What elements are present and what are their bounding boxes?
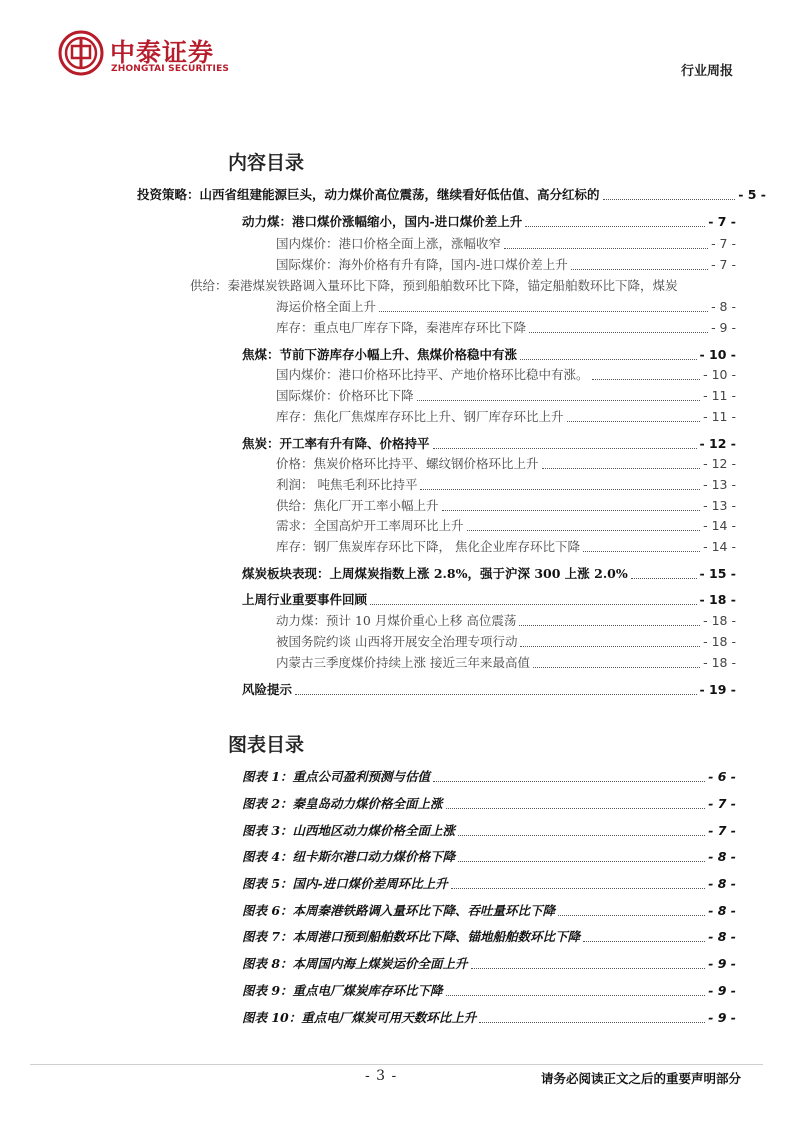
toc-entry[interactable] — [276, 477, 736, 493]
leader-dots — [433, 448, 697, 449]
figure-entry-text: 图表 2：秦皇岛动力煤价格全面上涨 — [242, 796, 443, 811]
leader-dots — [471, 968, 706, 969]
toc-entry-text: 利润： 吨焦毛利环比持平 — [276, 477, 418, 492]
leader-dots — [467, 530, 701, 531]
figure-entry[interactable] — [242, 903, 736, 919]
leader-dots — [603, 199, 736, 200]
figure-entry[interactable] — [242, 769, 736, 785]
toc-entry-text: 被国务院约谈 山西将开展安全治理专项行动 — [276, 634, 518, 649]
leader-dots — [442, 510, 701, 511]
toc-entry-text: 焦炭：开工率有升有降、价格持平 — [242, 436, 430, 451]
toc-entry-text-line2: 海运价格全面上升 — [276, 299, 377, 314]
page-number: - 3 - — [365, 1068, 398, 1084]
figure-entry-text: 图表 7：本周港口预到船舶数环比下降、锚地船舶数环比下降 — [242, 929, 581, 944]
footer-divider — [30, 1064, 763, 1065]
figure-entry[interactable] — [242, 929, 736, 945]
toc-entry-page: - 14 - — [703, 518, 736, 533]
figure-entry-page: - 8 - — [708, 876, 736, 891]
leader-dots — [631, 578, 697, 579]
toc-entry[interactable] — [242, 214, 736, 230]
figure-entry-text: 图表 1：重点公司盈利预测与估值 — [242, 769, 431, 784]
brand-name-cn: 中泰证券 — [110, 38, 215, 67]
toc-entry-page: - 7 - — [708, 214, 736, 229]
toc-entry[interactable] — [137, 187, 766, 203]
toc-entry[interactable] — [276, 367, 736, 383]
toc-entry-text: 供给：焦化厂开工率小幅上升 — [276, 498, 439, 513]
leader-dots — [446, 808, 706, 809]
leader-dots — [458, 861, 705, 862]
figure-entry[interactable] — [242, 823, 736, 839]
toc-entry[interactable] — [242, 566, 736, 582]
figure-entry-page: - 9 - — [708, 1010, 736, 1025]
figure-entry-page: - 8 - — [708, 849, 736, 864]
figure-entry[interactable] — [242, 796, 736, 812]
toc-entry[interactable] — [276, 518, 736, 534]
toc-entry[interactable] — [276, 257, 736, 273]
toc-entry-page: - 18 - — [699, 592, 736, 607]
leader-dots — [446, 995, 706, 996]
toc-entry-page: - 18 - — [703, 613, 736, 628]
figure-entry-page: - 8 - — [708, 929, 736, 944]
leader-dots — [519, 625, 700, 626]
figure-entry-page: - 7 - — [708, 796, 736, 811]
toc-entry[interactable] — [242, 347, 736, 363]
leader-dots — [558, 915, 705, 916]
toc-entry[interactable] — [276, 299, 736, 315]
disclaimer-note: 请务必阅读正文之后的重要声明部分 — [540, 1071, 741, 1086]
leader-dots — [479, 1022, 705, 1023]
leader-dots — [295, 694, 697, 695]
leader-dots — [420, 489, 700, 490]
figure-entry[interactable] — [242, 849, 736, 865]
toc-entry[interactable] — [276, 498, 736, 514]
leader-dots — [433, 781, 705, 782]
toc-entry-text: 需求：全国高炉开工率周环比上升 — [276, 518, 464, 533]
leader-dots — [533, 667, 700, 668]
figure-entry-page: - 7 - — [708, 823, 736, 838]
toc-entry-page: - 5 - — [738, 187, 766, 202]
toc-entry-page: - 10 - — [703, 367, 736, 382]
figure-entry-page: - 9 - — [708, 956, 736, 971]
toc-entry-page: - 9 - — [711, 320, 736, 335]
figure-entry-text: 图表 10：重点电厂煤炭可用天数环比上升 — [242, 1010, 477, 1025]
toc-title: 内容目录 — [228, 152, 305, 174]
toc-entry-text: 国际煤价：海外价格有升有降，国内-进口煤价差上升 — [276, 257, 568, 272]
toc-entry-text: 上周行业重要事件回顾 — [242, 592, 368, 607]
brand-name-en: ZHONGTAI SECURITIES — [111, 64, 230, 74]
toc-entry[interactable] — [276, 613, 736, 629]
figure-entry-text: 图表 6：本周秦港铁路调入量环比下降、吞吐量环比下降 — [242, 903, 556, 918]
toc-entry[interactable] — [276, 320, 736, 336]
figure-entry-text: 图表 3：山西地区动力煤价格全面上涨 — [242, 823, 456, 838]
leader-dots — [451, 888, 705, 889]
toc-entry[interactable] — [276, 655, 736, 671]
toc-entry-text: 库存：钢厂焦炭库存环比下降， 焦化企业库存环比下降 — [276, 539, 580, 554]
figure-entry[interactable] — [242, 983, 736, 999]
toc-entry-page: - 11 - — [703, 409, 736, 424]
figure-entry-page: - 6 - — [708, 769, 736, 784]
toc-entry-text: 国内煤价：港口价格环比持平、产地价格环比稳中有涨。 — [276, 367, 589, 382]
toc-entry-text: 国内煤价：港口价格全面上涨，涨幅收窄 — [276, 236, 502, 251]
toc-entry[interactable] — [276, 409, 736, 425]
toc-entry[interactable] — [276, 539, 736, 555]
leader-dots — [379, 311, 708, 312]
toc-entry-page: - 15 - — [699, 566, 736, 581]
toc-entry-text: 国际煤价：价格环比下降 — [276, 388, 414, 403]
leader-dots — [525, 226, 705, 227]
toc-entry-page: - 12 - — [703, 456, 736, 471]
figure-entry-text: 图表 9：重点电厂煤炭库存环比下降 — [242, 983, 443, 998]
figure-entry[interactable] — [242, 1010, 736, 1026]
toc-entry-text: 价格：焦炭价格环比持平、螺纹钢价格环比上升 — [276, 456, 539, 471]
toc-entry-page: - 12 - — [699, 436, 736, 451]
toc-entry[interactable] — [242, 436, 736, 452]
toc-entry-page: - 14 - — [703, 539, 736, 554]
leader-dots — [571, 269, 708, 270]
toc-entry-text: 焦煤：节前下游库存小幅上升、焦煤价格稳中有涨 — [242, 347, 518, 362]
toc-entry-text: 煤炭板块表现：上周煤炭指数上涨 2.8%，强于沪深 300 上涨 2.0% — [242, 566, 628, 581]
toc-entry[interactable] — [276, 456, 736, 472]
toc-entry-text: 动力煤：预计 10 月煤价重心上移 高位震荡 — [276, 613, 517, 628]
leader-dots — [583, 551, 700, 552]
toc-entry-page: - 13 - — [703, 477, 736, 492]
toc-entry-text: 风险提示 — [242, 682, 293, 697]
zhongtai-logo-icon — [58, 30, 104, 76]
toc-entry-text: 库存：重点电厂库存下降，秦港库存环比下降 — [276, 320, 527, 335]
toc-entry-page: - 10 - — [699, 347, 736, 362]
figure-entry-page: - 9 - — [708, 983, 736, 998]
page-header — [0, 0, 793, 110]
leader-dots — [542, 468, 701, 469]
toc-entry-page: - 18 - — [703, 655, 736, 670]
leader-dots — [417, 400, 701, 401]
toc-entry-page: - 11 - — [703, 388, 736, 403]
toc-entry-text: 投资策略：山西省组建能源巨头，动力煤价高位震荡，继续看好低估值、高分红标的 — [137, 187, 600, 202]
figure-entry[interactable] — [242, 956, 736, 972]
leader-dots — [529, 332, 708, 333]
leader-dots — [520, 646, 700, 647]
toc-entry-text-line1[interactable]: 供给：秦港煤炭铁路调入量环比下降，预到船舶数环比下降，锚定船舶数环比下降，煤炭 — [190, 278, 678, 293]
leader-dots — [592, 379, 701, 380]
report-type: 行业周报 — [680, 64, 733, 79]
figure-entry[interactable] — [242, 876, 736, 892]
leader-dots — [370, 604, 697, 605]
figure-entry-text: 图表 4：纽卡斯尔港口动力煤价格下降 — [242, 849, 456, 864]
toc-entry[interactable] — [276, 388, 736, 404]
figure-entry-page: - 8 - — [708, 903, 736, 918]
toc-entry[interactable] — [242, 682, 736, 698]
figures-title: 图表目录 — [228, 734, 305, 756]
toc-entry-page: - 18 - — [703, 634, 736, 649]
toc-entry-page: - 19 - — [699, 682, 736, 697]
toc-entry-text: 动力煤：港口煤价涨幅缩小，国内-进口煤价差上升 — [242, 214, 523, 229]
toc-entry-text: 库存：焦化厂焦煤库存环比上升、钢厂库存环比上升 — [276, 409, 564, 424]
toc-entry[interactable] — [242, 592, 736, 608]
leader-dots — [567, 421, 701, 422]
toc-entry-page: - 7 - — [711, 236, 736, 251]
toc-entry-page: - 8 - — [711, 299, 736, 314]
leader-dots — [520, 359, 697, 360]
toc-entry[interactable] — [276, 236, 736, 252]
leader-dots — [504, 248, 708, 249]
figure-entry-text: 图表 8：本周国内海上煤炭运价全面上升 — [242, 956, 468, 971]
toc-entry-page: - 7 - — [711, 257, 736, 272]
toc-entry-text: 内蒙古三季度煤价持续上涨 接近三年来最高值 — [276, 655, 530, 670]
leader-dots — [583, 941, 705, 942]
toc-entry-page: - 13 - — [703, 498, 736, 513]
toc-entry[interactable] — [276, 634, 736, 650]
leader-dots — [458, 835, 705, 836]
figure-entry-text: 图表 5：国内-进口煤价差周环比上升 — [242, 876, 448, 891]
